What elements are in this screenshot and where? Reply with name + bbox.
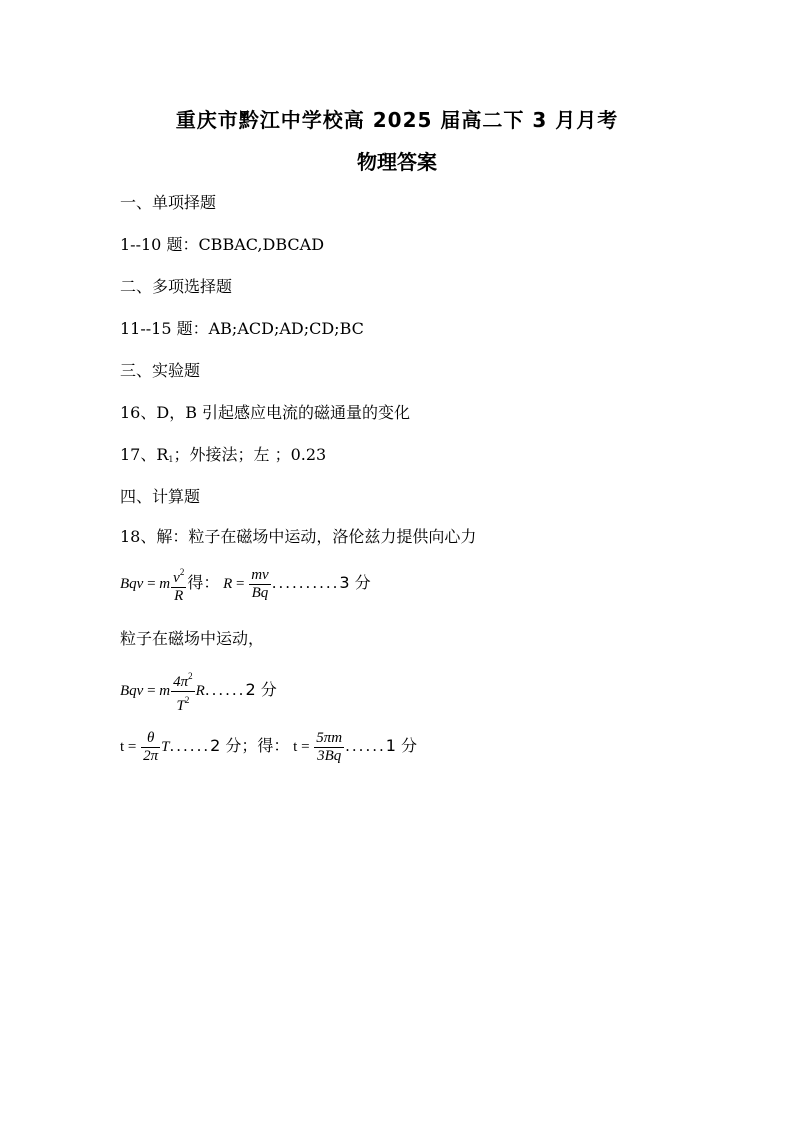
eq1-lhs2: R [223, 575, 233, 592]
eq2-score: 2 分 [245, 679, 277, 699]
eq3-numerator2: 5πm [316, 730, 343, 746]
eq1-denominator2: Bq [251, 585, 269, 601]
eq1-fraction2 [249, 567, 271, 602]
eq2-lhs: Bqv [120, 682, 144, 699]
eq3-score: 2 分；得： [210, 735, 290, 755]
eq2-numerator-sup: 2 [188, 671, 193, 681]
answer-line-18: 18、解：粒子在磁场中运动，洛伦兹力提供向心力 [120, 527, 477, 546]
eq2-dots: ...... [204, 680, 246, 699]
eq3-lhs2: t [293, 738, 298, 755]
equation-1 [120, 564, 371, 605]
eq3-dots: ...... [169, 736, 211, 755]
eq3-tail: T [161, 738, 170, 755]
eq3-fraction [141, 730, 160, 765]
eq3-score2: 1 分 [385, 735, 418, 755]
page-title: 重庆市黔江中学校高 2025 届高二下 3 月月考 [175, 108, 619, 132]
section-heading-experiment: 三、实验题 [120, 361, 201, 380]
q17-rest: ；外接法；左 ；0.23 [173, 445, 327, 464]
eq1-equals: = [143, 575, 160, 592]
eq2-fraction [171, 668, 195, 715]
eq3-lhs: t [120, 738, 125, 755]
eq2-tail: R [195, 682, 205, 699]
eq3-dots2: ...... [345, 736, 386, 755]
page-subtitle: 物理答案 [357, 150, 437, 174]
eq1-numerator2: mv [251, 567, 269, 583]
eq3-fraction2 [314, 730, 344, 765]
eq3-denominator2: 3Bq [317, 748, 342, 764]
eq1-fraction [171, 564, 186, 605]
section-heading-single-choice: 一、单项择题 [120, 193, 217, 212]
eq2-numerator: 4π [173, 674, 189, 690]
eq2-m: m [159, 682, 171, 699]
eq3-equals: = [124, 738, 141, 755]
equation-3 [120, 730, 417, 765]
eq2-denominator-sup: 2 [184, 695, 190, 705]
eq1-score: 3 分 [339, 572, 371, 592]
eq2-denominator: T [176, 698, 185, 714]
eq3-denominator: 2π [143, 748, 159, 764]
eq1-dots: .......... [271, 573, 340, 592]
answer-line-1-10: 1--10 题：CBBAC,DBCAD [120, 235, 325, 254]
section-heading-calculation: 四、计算题 [120, 487, 201, 506]
eq1-numerator-sup: 2 [179, 567, 185, 577]
eq2-equals: = [143, 682, 160, 699]
answer-line-16: 16、D，B 引起感应电流的磁通量的变化 [120, 403, 411, 422]
eq1-word: 得： [187, 572, 220, 592]
answer-line-particle-motion: 粒子在磁场中运动， [120, 629, 265, 648]
eq3-numerator: θ [141, 730, 160, 748]
eq1-lhs: Bqv [120, 575, 144, 592]
equation-2 [120, 668, 277, 715]
eq1-denominator: R [174, 588, 184, 604]
q17-subscript: 1 [168, 455, 174, 464]
section-heading-multi-choice: 二、多项选择题 [120, 277, 233, 296]
eq3-equals2: = [297, 738, 314, 755]
answer-line-17 [120, 442, 326, 465]
q17-prefix: 17、R [120, 445, 169, 464]
eq1-numerator: v [173, 570, 180, 586]
answer-line-11-15: 11--15 题：AB;ACD;AD;CD;BC [120, 319, 364, 338]
eq1-equals2: = [232, 575, 249, 592]
eq1-m: m [159, 575, 171, 592]
